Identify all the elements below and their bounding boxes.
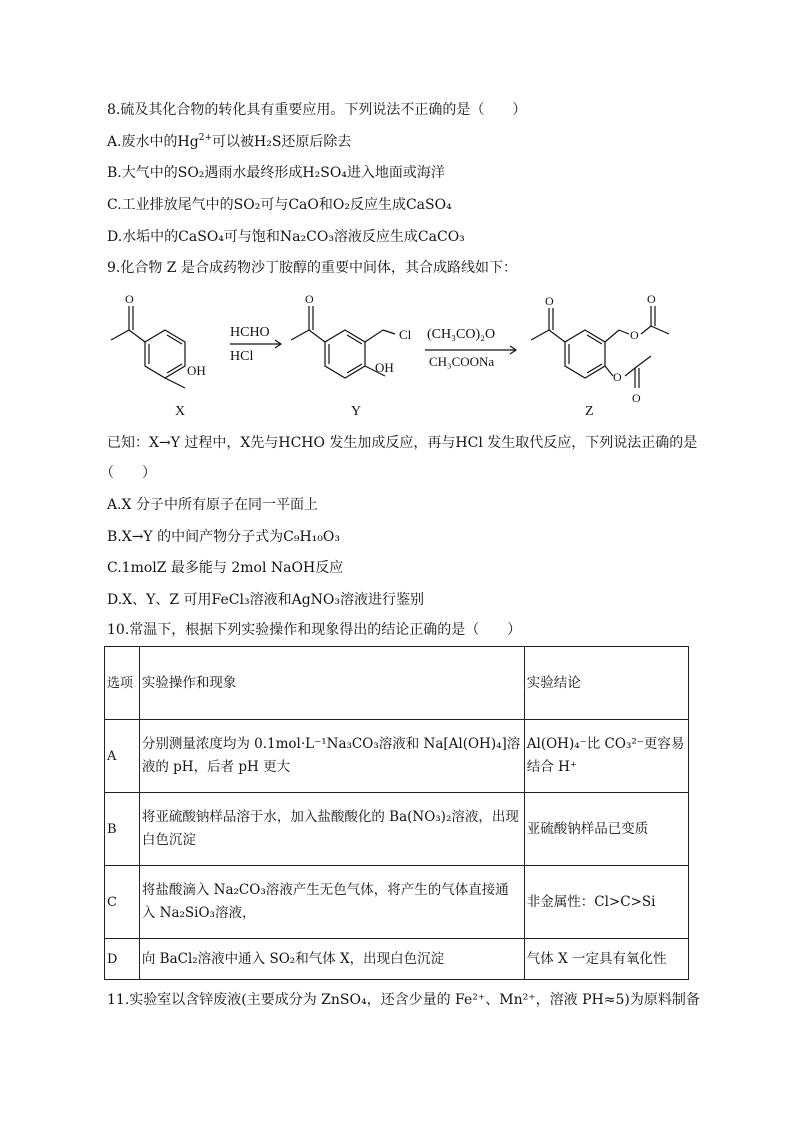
table-row <box>105 866 689 939</box>
header-conclusion: 实验结论 <box>524 647 688 720</box>
reagent-1-top: HCHO <box>230 325 270 340</box>
experiment-table <box>104 646 689 980</box>
molecule-x-structure <box>111 306 185 388</box>
header-operation: 实验操作和现象 <box>139 647 524 720</box>
row-option: B <box>105 793 140 866</box>
z-ester-o-2: O <box>613 370 622 384</box>
label-z: Z <box>585 404 594 419</box>
q9-option-d: D.X、Y、Z 可用FeCl₃溶液和AgNO₃溶液进行鉴别 <box>107 592 425 608</box>
y-chloro-label: Cl <box>399 327 412 342</box>
q8-stem: 8.硫及其化合物的转化具有重要应用。下列说法不正确的是（ ） <box>107 102 527 118</box>
q9-option-b: B.X→Y 的中间产物分子式为C₉H₁₀O₃ <box>107 529 340 545</box>
row-operation: 分别测量浓度均为 0.1mol·L⁻¹Na₃CO₃溶液和 Na[Al(OH)₄]溶液的 pH，后者 pH 更大 <box>139 720 524 793</box>
q8-option-d: D.水垢中的CaSO₄可与饱和Na₂CO₃溶液反应生成CaCO₃ <box>107 229 465 245</box>
reagent-2-bottom: CH₃COONa <box>429 354 495 369</box>
reagent-2-top: (CH₃CO)₂O <box>427 327 496 342</box>
row-conclusion: 非金属性：Cl>C>Si <box>524 866 688 939</box>
q9-known-1: 已知：X→Y 过程中，X先与HCHO 发生加成反应，再与HCl 发生取代反应，下列说法正确的是 <box>107 435 698 451</box>
table-row <box>105 720 689 793</box>
q8-option-a-pre: A.废水中的Hg <box>107 134 199 150</box>
row-option: D <box>105 939 140 980</box>
reagent-1-bottom: HCl <box>230 349 254 364</box>
q11-stem: 11.实验室以含锌废液(主要成分为 ZnSO₄，还含少量的 Fe²⁺、Mn²⁺，溶液 PH≈5)为原料制备 <box>107 992 700 1008</box>
row-operation: 将亚硫酸钠样品溶于水，加入盐酸酸化的 Ba(NO₃)₂溶液，出现白色沉淀 <box>139 793 524 866</box>
q8-option-a-charge: 2+ <box>198 133 213 143</box>
row-option: A <box>105 720 140 793</box>
label-x: X <box>175 404 186 419</box>
row-operation: 向 BaCl₂溶液中通入 SO₂和气体 X，出现白色沉淀 <box>139 939 524 980</box>
synthesis-scheme <box>95 282 695 422</box>
header-option: 选项 <box>105 647 140 720</box>
q9-option-a: A.X 分子中所有原子在同一平面上 <box>107 497 318 513</box>
q9-known-2: （ ） <box>100 465 156 481</box>
q8-option-a <box>107 132 351 152</box>
label-y: Y <box>351 404 362 419</box>
z-ester-o-1: O <box>630 328 639 342</box>
y-carbonyl-o: O <box>305 292 314 306</box>
q8-option-a-post: 可以被H₂S还原后除去 <box>212 134 352 150</box>
z-carbonyl-o: O <box>545 294 554 308</box>
q9-stem: 9.化合物 Z 是合成药物沙丁胺醇的重要中间体，其合成路线如下： <box>107 260 517 276</box>
table-row <box>105 793 689 866</box>
table-row <box>105 939 689 980</box>
row-operation: 将盐酸滴入 Na₂CO₃溶液产生无色气体，将产生的气体直接通入 Na₂SiO₃溶液， <box>139 866 524 939</box>
table-header-row <box>105 647 689 720</box>
row-conclusion: Al(OH)₄⁻比 CO₃²⁻更容易结合 H⁺ <box>524 720 688 793</box>
q8-option-c: C.工业排放尾气中的SO₂可与CaO和O₂反应生成CaSO₄ <box>107 197 452 213</box>
z-ester-carbonyl-o-2: O <box>632 391 641 405</box>
x-carbonyl-o: O <box>125 292 134 306</box>
z-ester-carbonyl-o-1: O <box>647 292 656 306</box>
q8-option-b: B.大气中的SO₂遇雨水最终形成H₂SO₄进入地面或海洋 <box>107 165 445 181</box>
row-option: C <box>105 866 140 939</box>
molecule-z-structure <box>531 306 669 388</box>
x-hydroxyl-label: OH <box>187 363 206 378</box>
q9-option-c: C.1molZ 最多能与 2mol NaOH反应 <box>107 560 344 576</box>
row-conclusion: 亚硫酸钠样品已变质 <box>524 793 688 866</box>
row-conclusion: 气体 X 一定具有氧化性 <box>524 939 688 980</box>
q10-stem: 10.常温下，根据下列实验操作和现象得出的结论正确的是（ ） <box>107 622 522 638</box>
y-hydroxyl-label: OH <box>375 360 394 375</box>
